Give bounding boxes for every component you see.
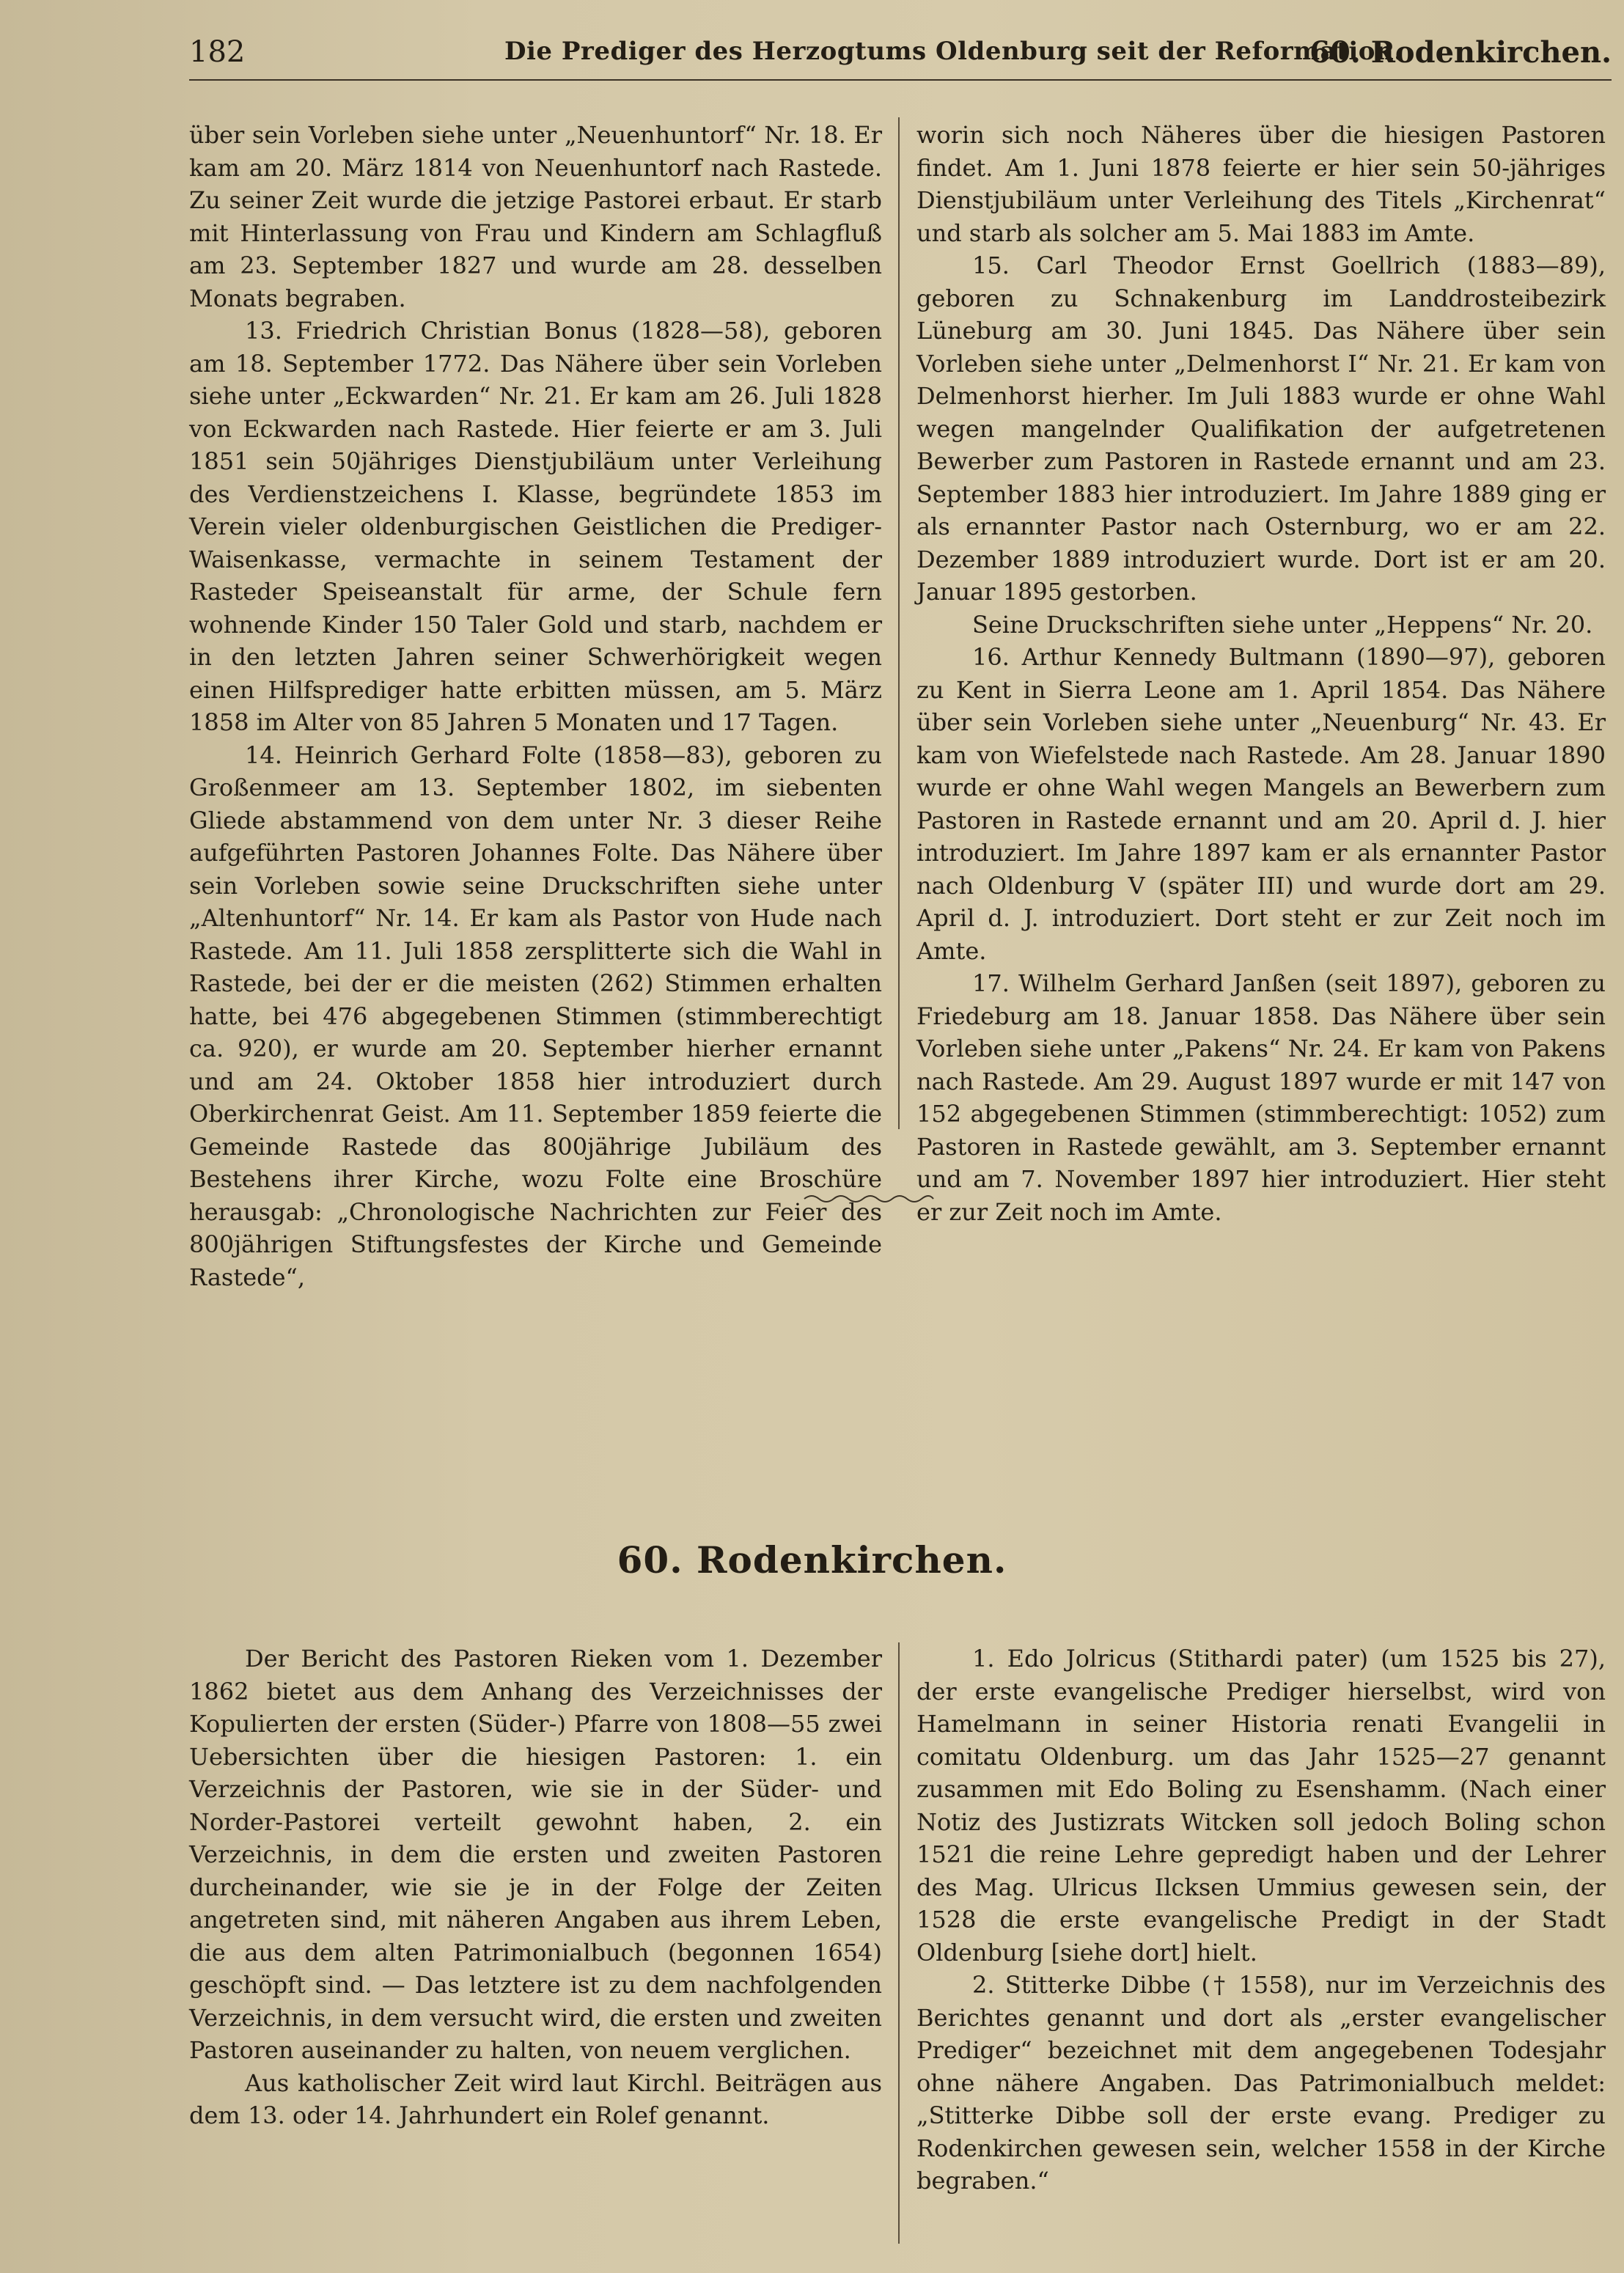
column-lower-right [916, 1642, 1606, 2197]
ornament-divider [803, 1191, 935, 1206]
entry-15-goellrich: 15. Carl Theodor Ernst Goellrich (1883—89), geboren zu Schnakenburg im Landdrosteibezirk Lüneburg am 30. Juni 1845. Das Nähere über sein Vorleben siehe unter „Delmenhorst I“ Nr. 21. Er kam von Delmenhorst hierher. Im Juli 1883 wurde er ohne Wahl wegen mangelnder Qualifikation der aufgetretenen Bewerber zum Pastoren in Rastede ernannt und am 23. September 1883 hier introduziert. Im Jahre 1889 ging er als ernannter Pastor nach Osternburg, wo er am 22. Dezember 1889 introduziert wurde. Dort ist er am 20. Januar 1895 gestorben. [916, 251, 1606, 606]
page-number: 182 [189, 35, 246, 69]
column-upper-right [916, 119, 1606, 1228]
entry-2-dibbe: 2. Stitterke Dibbe († 1558), nur im Verzeichnis des Berichtes genannt und dort als „erster evangelischer Prediger“ bezeichnet mit dem angegebenen Todesjahr ohne nähere Angaben. Das Patrimonialbuch meldet: „Stitterke Dibbe soll der erste evang. Prediger zu Rodenkirchen gewesen sein, welcher 1558 in der Kirche begraben.“ [916, 1971, 1606, 2195]
entry-13-bonus: 13. Friedrich Christian Bonus (1828—58), geboren am 18. September 1772. Das Nähere über sein Vorleben siehe unter „Eckwarden“ Nr. 21. Er kam am 26. Juli 1828 von Eckwarden nach Rastede. Hier feierte er am 3. Juli 1851 sein 50jähriges Dienstjubiläum unter Verleihung des Verdienstzeichens I. Klasse, begründete 1853 im Verein vieler oldenburgischen Geistlichen die Prediger-Waisenkasse, vermachte in seinem Testament der Rasteder Speiseanstalt für arme, der Schule fern wohnende Kinder 150 Taler Gold und starb, nachdem er in den letzten Jahren seiner Schwerhörigkeit wegen einen Hilfsprediger hatte erbitten müssen, am 5. März 1858 im Alter von 85 Jahren 5 Monaten und 17 Tagen. [189, 317, 882, 736]
section-title: 60. Rodenkirchen. [617, 1538, 1007, 1582]
column-upper-left [189, 119, 882, 1293]
running-title: Die Prediger des Herzogtums Oldenburg seit der Reformation. [504, 37, 1403, 66]
paragraph: Seine Druckschriften siehe unter „Heppens“ Nr. 20. [972, 610, 1593, 639]
entry-16-bultmann: 16. Arthur Kennedy Bultmann (1890—97), geboren zu Kent in Sierra Leone am 1. April 1854. Das Nähere über sein Vorleben siehe unter „Neuenburg“ Nr. 43. Er kam von Wiefelstede nach Rastede. Am 28. Januar 1890 wurde er ohne Wahl wegen Mangels an Bewerbern zum Pastoren in Rastede ernannt und am 20. April d. J. hier introduziert. Im Jahre 1897 kam er als ernannter Pastor nach Oldenburg V (später III) und wurde dort am 29. April d. J. introduziert. Dort steht er zur Zeit noch im Amte. [916, 643, 1606, 965]
column-lower-left [189, 1642, 882, 2132]
entry-1-jolricus: 1. Edo Jolricus (Stithardi pater) (um 1525 bis 27), der erste evangelische Prediger hierselbst, wird von Hamelmann in seiner Historia renati Evangelii in comitatu Oldenburg. um das Jahr 1525—27 genannt zusammen mit Edo Boling zu Esenshamm. (Nach einer Notiz des Justizrats Witcken soll jedoch Boling schon 1521 die reine Lehre gepredigt haben und der Lehrer des Mag. Ulricus Ilcksen Ummius gewesen sein, der 1528 die erste evangelische Predigt in der Stadt Oldenburg [siehe dort] hielt. [916, 1645, 1606, 1967]
entry-17-janssen: 17. Wilhelm Gerhard Janßen (seit 1897), geboren zu Friedeburg am 18. Januar 1858. Das Nähere über sein Vorleben siehe unter „Pakens“ Nr. 24. Er kam von Pakens nach Rastede. Am 29. August 1897 wurde er mit 147 von 152 abgegebenen Stimmen (stimmberechtigt: 1052) zum Pastoren in Rastede gewählt, am 3. September ernannt und am 7. November 1897 hier introduziert. Hier steht er zur Zeit noch im Amte. [916, 969, 1606, 1226]
running-header [189, 35, 1612, 81]
column-divider [898, 117, 900, 1129]
entry-14-folte: 14. Heinrich Gerhard Folte (1858—83), geboren zu Großenmeer am 13. September 1802, im siebenten Gliede abstammend von dem unter Nr. 3 dieser Reihe aufgeführten Pastoren Johannes Folte. Das Nähere über sein Vorleben sowie seine Druckschriften siehe unter „Altenhuntorf“ Nr. 14. Er kam als Pastor von Hude nach Rastede. Am 11. Juli 1858 zersplitterte sich die Wahl in Rastede, bei der er die meisten (262) Stimmen erhalten hatte, bei 476 abgegebenen Stimmen (stimmberechtigt ca. 920), er wurde am 20. September hierher ernannt und am 24. Oktober 1858 hier introduziert durch Oberkirchenrat Geist. Am 11. September 1859 feierte die Gemeinde Rastede das 800jährige Jubiläum des Bestehens ihrer Kirche, wozu Folte eine Broschüre herausgab: „Chronologische Nachrichten zur Feier des 800jährigen Stiftungsfestes der Kirche und Gemeinde Rastede“, [189, 741, 882, 1291]
paragraph: über sein Vorleben siehe unter „Neuenhuntorf“ Nr. 18. Er kam am 20. März 1814 von Neuenhuntorf nach Rastede. Zu seiner Zeit wurde die jetzige Pastorei erbaut. Er starb mit Hinterlassung von Frau und Kindern am Schlagfluß am 23. September 1827 und wurde am 28. desselben Monats begraben. [189, 121, 882, 312]
section-reference: 60. Rodenkirchen. [1309, 35, 1612, 70]
paragraph: worin sich noch Näheres über die hiesigen Pastoren findet. Am 1. Juni 1878 feierte er hier sein 50-jähriges Dienstjubiläum unter Verleihung des Titels „Kirchenrat“ und starb als solcher am 5. Mai 1883 im Amte. [916, 121, 1606, 247]
paragraph: Der Bericht des Pastoren Rieken vom 1. Dezember 1862 bietet aus dem Anhang des Verzeichnisses der Kopulierten der ersten (Süder-) Pfarre von 1808—55 zwei Uebersichten über die hiesigen Pastoren: 1. ein Verzeichnis der Pastoren, wie sie in der Süder- und Norder-Pastorei verteilt gewohnt haben, 2. ein Verzeichnis, in dem die ersten und zweiten Pastoren durcheinander, wie sie je in der Folge der Zeiten angetreten sind, mit näheren Angaben aus ihrem Leben, die aus dem alten Patrimonialbuch (begonnen 1654) geschöpft sind. — Das letztere ist zu dem nachfolgenden Verzeichnis, in dem versucht wird, die ersten und zweiten Pastoren auseinander zu halten, von neuem verglichen. [189, 1645, 882, 2064]
paragraph: Aus katholischer Zeit wird laut Kirchl. Beiträgen aus dem 13. oder 14. Jahrhundert ein Rolef genannt. [189, 2068, 882, 2129]
column-divider [898, 1642, 900, 2244]
